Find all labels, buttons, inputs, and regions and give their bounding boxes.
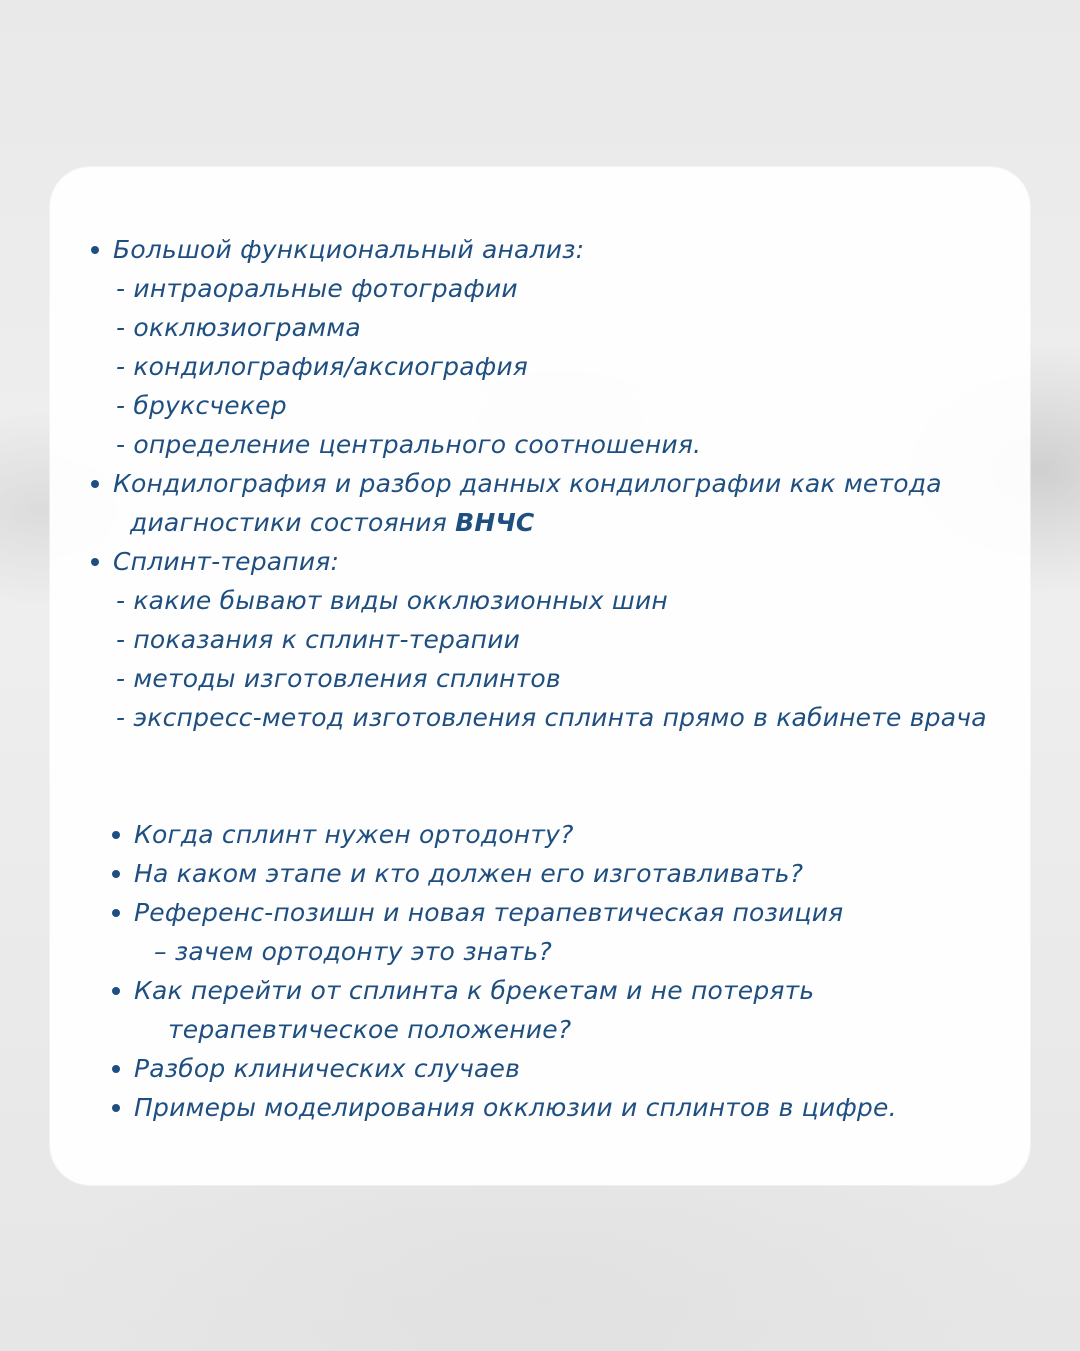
sub-item: - окклюзиограмма bbox=[116, 313, 361, 342]
bullet-icon bbox=[112, 909, 120, 917]
list-item-continuation bbox=[130, 508, 534, 538]
sub-item: - интраоральные фотографии bbox=[116, 274, 518, 303]
question-continuation: терапевтическое положение? bbox=[168, 1015, 572, 1044]
sub-item: - экспресс-метод изготовления сплинта прямо в кабинете врача bbox=[116, 703, 987, 732]
content-card bbox=[50, 167, 1030, 1185]
bullet-icon bbox=[112, 831, 120, 839]
strong-term: ВНЧС bbox=[455, 508, 535, 537]
sub-item: - бруксчекер bbox=[116, 391, 287, 420]
sub-item: - методы изготовления сплинтов bbox=[116, 664, 561, 693]
bullet-icon bbox=[112, 987, 120, 995]
list-item-title: Сплинт-терапия: bbox=[113, 547, 340, 576]
question-item: Примеры моделирования окклюзии и сплинтов в цифре. bbox=[134, 1093, 897, 1122]
question-continuation: – зачем ортодонту это знать? bbox=[154, 937, 552, 966]
bullet-icon bbox=[112, 1065, 120, 1073]
bullet-icon bbox=[112, 870, 120, 878]
bullet-icon bbox=[91, 558, 99, 566]
bullet-icon bbox=[112, 1104, 120, 1112]
question-item: На каком этапе и кто должен его изготавливать? bbox=[134, 859, 804, 888]
question-item: Как перейти от сплинта к брекетам и не потерять bbox=[134, 976, 815, 1005]
sub-item: - кондилография/аксиография bbox=[116, 352, 529, 381]
list-item-title: Кондилография и разбор данных кондилографии как метода bbox=[113, 469, 942, 498]
list-item-title: Большой функциональный анализ: bbox=[113, 235, 585, 264]
bullet-icon bbox=[91, 246, 99, 254]
sub-item: - показания к сплинт-терапии bbox=[116, 625, 521, 654]
question-item: Референс-позишн и новая терапевтическая позиция bbox=[134, 898, 844, 927]
continuation-text: диагностики состояния bbox=[130, 508, 456, 537]
bullet-icon bbox=[91, 480, 99, 488]
question-item: Разбор клинических случаев bbox=[134, 1054, 521, 1083]
question-item: Когда сплинт нужен ортодонту? bbox=[134, 820, 574, 849]
sub-item: - определение центрального соотношения. bbox=[116, 430, 702, 459]
sub-item: - какие бывают виды окклюзионных шин bbox=[116, 586, 668, 615]
